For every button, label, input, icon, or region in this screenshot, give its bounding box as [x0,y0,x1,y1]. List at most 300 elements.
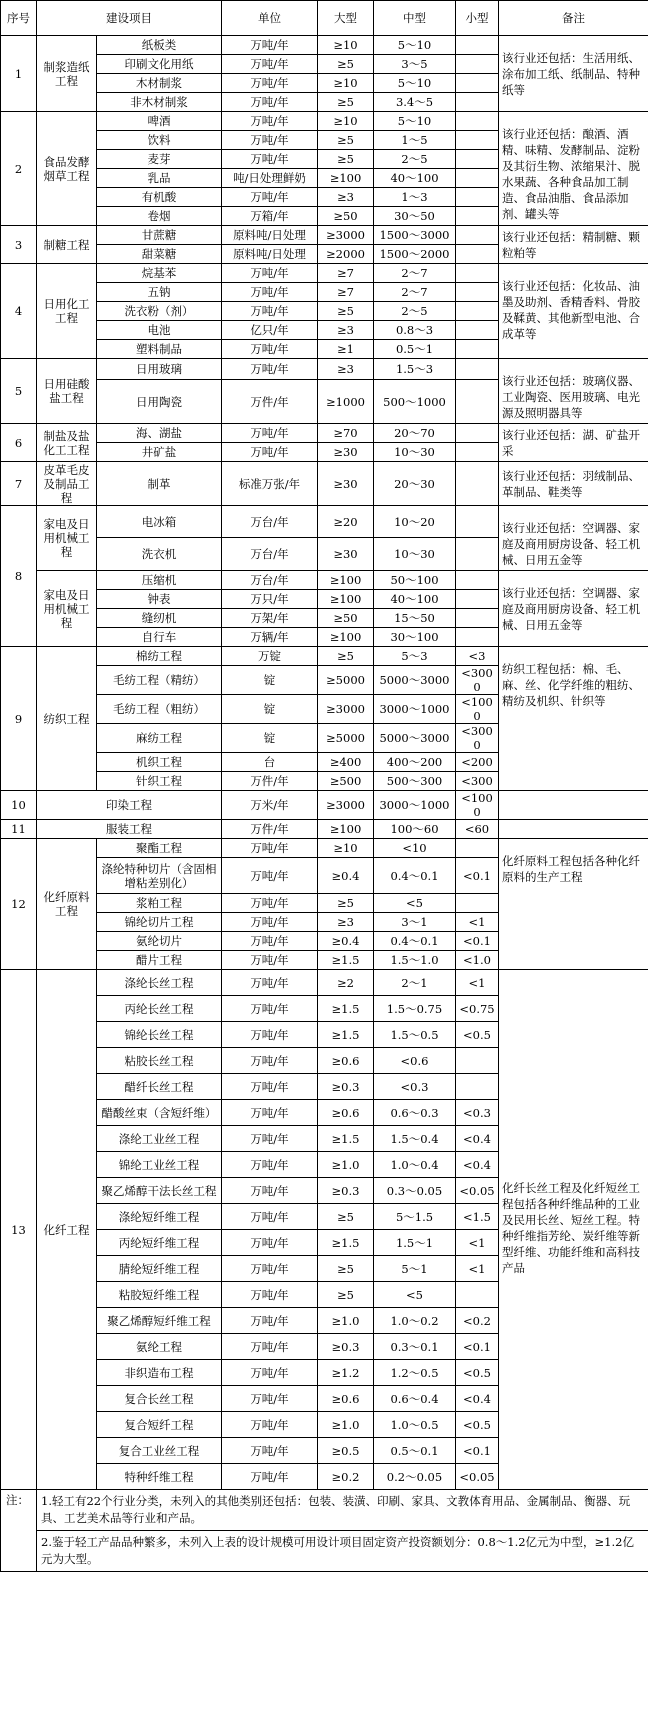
large-cell: ≥20 [318,506,374,538]
large-cell: ≥50 [318,609,374,628]
seq-cell: 9 [1,647,37,791]
unit-cell: 万吨/年 [222,1464,318,1490]
small-cell: <0.5 [456,1022,499,1048]
remark-cell: 化纤长丝工程及化纤短丝工程包括各种纤维品种的工业及民用长丝、短丝工程。特种纤维指芳纶、炭纤维等新型纤维、功能纤维和高科技产品 [499,970,648,1490]
item-name-cell: 醋酸丝束（含短纤维） [97,1100,222,1126]
remark-cell: 该行业还包括：羽绒制品、革制品、鞋类等 [499,462,648,506]
medium-cell: 5～3 [374,647,456,666]
unit-cell: 台 [222,753,318,772]
item-name-cell: 聚酯工程 [97,839,222,858]
medium-cell: 0.6～0.3 [374,1100,456,1126]
small-cell: <0.05 [456,1464,499,1490]
table-row [1,647,648,666]
medium-cell: 1.5～1 [374,1230,456,1256]
category-cell: 化纤工程 [37,970,97,1490]
header-project: 建设项目 [37,1,222,36]
remark-cell: 该行业还包括：生活用纸、涂布加工纸、纸制品、特种纸等 [499,36,648,112]
small-cell: <3 [456,647,499,666]
unit-cell: 锭 [222,695,318,724]
item-name-cell: 粘胶短纤维工程 [97,1282,222,1308]
medium-cell: 3～5 [374,55,456,74]
medium-cell: 1.5～0.4 [374,1126,456,1152]
medium-cell: 50～100 [374,571,456,590]
large-cell: ≥100 [318,590,374,609]
item-name-cell: 醋纤长丝工程 [97,1074,222,1100]
unit-cell: 吨/日处理鲜奶 [222,169,318,188]
small-cell: <1.5 [456,1204,499,1230]
unit-cell: 亿只/年 [222,321,318,340]
medium-cell: 15～50 [374,609,456,628]
unit-cell: 万吨/年 [222,839,318,858]
small-cell [456,245,499,264]
unit-cell: 原料吨/日处理 [222,226,318,245]
medium-cell: 0.3～0.05 [374,1178,456,1204]
item-name-cell: 棉纺工程 [97,647,222,666]
item-name-cell: 压缩机 [97,571,222,590]
large-cell: ≥1 [318,340,374,359]
unit-cell: 万吨/年 [222,951,318,970]
item-name-cell: 有机酸 [97,188,222,207]
item-name-cell: 涤纶长丝工程 [97,970,222,996]
item-name-cell: 缝纫机 [97,609,222,628]
large-cell: ≥1.0 [318,1152,374,1178]
header-seq: 序号 [1,1,37,36]
unit-cell: 万架/年 [222,609,318,628]
remark-cell: 该行业还包括：精制糖、颗粒粕等 [499,226,648,264]
category-cell: 家电及日用机械工程 [37,571,97,647]
table-row [1,462,648,506]
large-cell: ≥0.4 [318,858,374,894]
note-1: 1.轻工有22个行业分类，未列入的其他类别还包括：包装、装潢、印刷、家具、文教体育用品、金属制品、衡器、玩具、工艺美术品等行业和产品。 [37,1490,648,1531]
seq-cell: 6 [1,424,37,462]
unit-cell: 万吨/年 [222,302,318,321]
unit-cell: 万米/年 [222,791,318,820]
medium-cell: 5000～3000 [374,666,456,695]
small-cell [456,340,499,359]
notes-label: 注： [1,1490,37,1572]
medium-cell: 1.0～0.2 [374,1308,456,1334]
unit-cell: 万吨/年 [222,1438,318,1464]
remark-cell [499,791,648,820]
medium-cell: 1.0～0.5 [374,1412,456,1438]
unit-cell: 万件/年 [222,772,318,791]
item-name-cell: 印染工程 [37,791,222,820]
small-cell [456,443,499,462]
unit-cell: 万吨/年 [222,1100,318,1126]
remark-cell [499,820,648,839]
medium-cell: 30～100 [374,628,456,647]
small-cell: <0.1 [456,932,499,951]
seq-cell: 2 [1,112,37,226]
large-cell: ≥5 [318,647,374,666]
category-cell: 日用硅酸盐工程 [37,359,97,424]
medium-cell: 5～1.5 [374,1204,456,1230]
medium-cell: 0.4～0.1 [374,858,456,894]
medium-cell: 3.4～5 [374,93,456,112]
unit-cell: 万件/年 [222,820,318,839]
small-cell: <0.75 [456,996,499,1022]
item-name-cell: 钟表 [97,590,222,609]
small-cell: <1 [456,913,499,932]
item-name-cell: 日用玻璃 [97,359,222,380]
medium-cell: 400～200 [374,753,456,772]
small-cell [456,150,499,169]
large-cell: ≥1.5 [318,996,374,1022]
large-cell: ≥1.0 [318,1308,374,1334]
unit-cell: 万台/年 [222,571,318,590]
large-cell: ≥5 [318,1256,374,1282]
category-cell: 日用化工工程 [37,264,97,359]
item-name-cell: 洗衣机 [97,538,222,571]
unit-cell: 万吨/年 [222,1048,318,1074]
unit-cell: 万吨/年 [222,858,318,894]
medium-cell: 1.2～0.5 [374,1360,456,1386]
large-cell: ≥10 [318,112,374,131]
header-unit: 单位 [222,1,318,36]
small-cell: <0.4 [456,1386,499,1412]
item-name-cell: 饮料 [97,131,222,150]
small-cell: <3000 [456,666,499,695]
large-cell: ≥0.6 [318,1386,374,1412]
large-cell: ≥3 [318,359,374,380]
medium-cell: <5 [374,894,456,913]
remark-cell: 该行业还包括：酿酒、酒精、味精、发酵制品、淀粉及其衍生物、浓缩果汁、脱水果蔬、各种食品加工制造、食品油脂、食品添加剂、罐头等 [499,112,648,226]
item-name-cell: 服装工程 [37,820,222,839]
item-name-cell: 毛纺工程（精纺） [97,666,222,695]
item-name-cell: 锦纶切片工程 [97,913,222,932]
item-name-cell: 啤酒 [97,112,222,131]
large-cell: ≥0.5 [318,1438,374,1464]
item-name-cell: 涤纶短纤维工程 [97,1204,222,1230]
large-cell: ≥100 [318,169,374,188]
small-cell [456,188,499,207]
item-name-cell: 烷基苯 [97,264,222,283]
medium-cell: 1500～3000 [374,226,456,245]
item-name-cell: 腈纶短纤维工程 [97,1256,222,1282]
large-cell: ≥5 [318,55,374,74]
medium-cell: 10～30 [374,538,456,571]
table-row [1,424,648,443]
medium-cell: 3～1 [374,913,456,932]
medium-cell: 40～100 [374,590,456,609]
medium-cell: 0.2～0.05 [374,1464,456,1490]
item-name-cell: 非木材制浆 [97,93,222,112]
small-cell [456,264,499,283]
unit-cell: 万吨/年 [222,150,318,169]
large-cell: ≥5 [318,150,374,169]
medium-cell: 0.8～3 [374,321,456,340]
medium-cell: 10～20 [374,506,456,538]
item-name-cell: 麻纺工程 [97,724,222,753]
item-name-cell: 纸板类 [97,36,222,55]
note-row [1,1531,648,1572]
large-cell: ≥0.3 [318,1334,374,1360]
item-name-cell: 聚乙烯醇短纤维工程 [97,1308,222,1334]
table-row [1,820,648,839]
unit-cell: 万吨/年 [222,1204,318,1230]
unit-cell: 万吨/年 [222,283,318,302]
large-cell: ≥5 [318,131,374,150]
small-cell: <1 [456,1256,499,1282]
unit-cell: 万吨/年 [222,188,318,207]
medium-cell: 0.5～0.1 [374,1438,456,1464]
item-name-cell: 聚乙烯醇干法长丝工程 [97,1178,222,1204]
large-cell: ≥70 [318,424,374,443]
item-name-cell: 涤纶工业丝工程 [97,1126,222,1152]
medium-cell: <10 [374,839,456,858]
item-name-cell: 锦纶工业丝工程 [97,1152,222,1178]
unit-cell: 万吨/年 [222,1386,318,1412]
large-cell: ≥1000 [318,380,374,424]
small-cell [456,506,499,538]
item-name-cell: 五钠 [97,283,222,302]
large-cell: ≥1.2 [318,1360,374,1386]
large-cell: ≥0.4 [318,932,374,951]
large-cell: ≥30 [318,538,374,571]
item-name-cell: 粘胶长丝工程 [97,1048,222,1074]
item-name-cell: 复合长丝工程 [97,1386,222,1412]
table-row [1,264,648,283]
large-cell: ≥2 [318,970,374,996]
remark-cell: 该行业还包括：化妆品、油墨及助剂、香精香料、骨胶及鞣黄、其他新型电池、合成革等 [499,264,648,359]
remark-cell: 该行业还包括：空调器、家庭及商用厨房设备、轻工机械、日用五金等 [499,506,648,571]
small-cell [456,302,499,321]
large-cell: ≥10 [318,74,374,93]
remark-cell: 该行业还包括：玻璃仪器、工业陶瓷、医用玻璃、电光源及照明器具等 [499,359,648,424]
small-cell: <1000 [456,791,499,820]
large-cell: ≥100 [318,571,374,590]
item-name-cell: 电冰箱 [97,506,222,538]
unit-cell: 万吨/年 [222,970,318,996]
small-cell: <0.2 [456,1308,499,1334]
category-cell: 纺织工程 [37,647,97,791]
header-remark: 备注 [499,1,648,36]
seq-cell: 1 [1,36,37,112]
small-cell: <300 [456,772,499,791]
medium-cell: 0.3～0.1 [374,1334,456,1360]
small-cell: <0.5 [456,1360,499,1386]
medium-cell: 1.5～0.5 [374,1022,456,1048]
item-name-cell: 卷烟 [97,207,222,226]
large-cell: ≥0.3 [318,1178,374,1204]
unit-cell: 万件/年 [222,380,318,424]
medium-cell: 2～5 [374,150,456,169]
medium-cell: 1.5～3 [374,359,456,380]
item-name-cell: 锦纶长丝工程 [97,1022,222,1048]
header-small: 小型 [456,1,499,36]
table-row [1,839,648,858]
small-cell [456,462,499,506]
unit-cell: 万吨/年 [222,112,318,131]
small-cell: <1 [456,1230,499,1256]
large-cell: ≥5 [318,1282,374,1308]
table-row [1,970,648,996]
table-row [1,112,648,131]
item-name-cell: 毛纺工程（粗纺） [97,695,222,724]
item-name-cell: 海、湖盐 [97,424,222,443]
item-name-cell: 浆粕工程 [97,894,222,913]
table-row [1,226,648,245]
unit-cell: 万吨/年 [222,913,318,932]
item-name-cell: 塑料制品 [97,340,222,359]
large-cell: ≥5 [318,1204,374,1230]
remark-cell: 化纤原料工程包括各种化纤原料的生产工程 [499,839,648,970]
small-cell: <0.4 [456,1126,499,1152]
medium-cell: 0.5～1 [374,340,456,359]
medium-cell: 0.4～0.1 [374,932,456,951]
item-name-cell: 机织工程 [97,753,222,772]
medium-cell: 30～50 [374,207,456,226]
unit-cell: 锭 [222,724,318,753]
item-name-cell: 井矿盐 [97,443,222,462]
item-name-cell: 醋片工程 [97,951,222,970]
item-name-cell: 麦芽 [97,150,222,169]
small-cell [456,55,499,74]
medium-cell: 1～3 [374,188,456,207]
large-cell: ≥1.5 [318,951,374,970]
large-cell: ≥7 [318,264,374,283]
large-cell: ≥2000 [318,245,374,264]
seq-cell: 12 [1,839,37,970]
small-cell [456,571,499,590]
item-name-cell: 木材制浆 [97,74,222,93]
small-cell: <0.4 [456,1152,499,1178]
large-cell: ≥3 [318,188,374,207]
unit-cell: 万吨/年 [222,1334,318,1360]
large-cell: ≥400 [318,753,374,772]
unit-cell: 万吨/年 [222,264,318,283]
unit-cell: 万吨/年 [222,1022,318,1048]
header-large: 大型 [318,1,374,36]
unit-cell: 万吨/年 [222,1230,318,1256]
unit-cell: 万吨/年 [222,1152,318,1178]
large-cell: ≥3 [318,321,374,340]
small-cell [456,321,499,340]
small-cell [456,359,499,380]
medium-cell: 5～10 [374,36,456,55]
item-name-cell: 氨纶工程 [97,1334,222,1360]
item-name-cell: 丙纶长丝工程 [97,996,222,1022]
item-name-cell: 氨纶切片 [97,932,222,951]
large-cell: ≥3000 [318,791,374,820]
remark-cell: 纺织工程包括：棉、毛、麻、丝、化学纤维的粗纺、精纺及机织、针织等 [499,647,648,791]
small-cell [456,112,499,131]
large-cell: ≥3000 [318,695,374,724]
large-cell: ≥100 [318,820,374,839]
seq-cell: 11 [1,820,37,839]
category-cell: 化纤原料工程 [37,839,97,970]
large-cell: ≥5 [318,93,374,112]
seq-cell: 4 [1,264,37,359]
medium-cell: 20～70 [374,424,456,443]
seq-cell: 8 [1,506,37,647]
table-row [1,571,648,590]
medium-cell: 0.6～0.4 [374,1386,456,1412]
unit-cell: 万吨/年 [222,424,318,443]
unit-cell: 万吨/年 [222,131,318,150]
large-cell: ≥0.3 [318,1074,374,1100]
medium-cell: <0.3 [374,1074,456,1100]
medium-cell: <0.6 [374,1048,456,1074]
small-cell [456,169,499,188]
category-cell: 皮革毛皮及制品工程 [37,462,97,506]
small-cell [456,1282,499,1308]
large-cell: ≥0.6 [318,1048,374,1074]
category-cell: 制糖工程 [37,226,97,264]
small-cell [456,74,499,93]
small-cell [456,590,499,609]
small-cell [456,131,499,150]
unit-cell: 万箱/年 [222,207,318,226]
medium-cell: <5 [374,1282,456,1308]
unit-cell: 万吨/年 [222,932,318,951]
medium-cell: 1500～2000 [374,245,456,264]
small-cell [456,538,499,571]
unit-cell: 万吨/年 [222,74,318,93]
small-cell [456,93,499,112]
category-cell: 食品发酵烟草工程 [37,112,97,226]
large-cell: ≥100 [318,628,374,647]
large-cell: ≥3 [318,913,374,932]
table-row [1,506,648,538]
small-cell: <60 [456,820,499,839]
small-cell: <0.05 [456,1178,499,1204]
small-cell: <0.1 [456,858,499,894]
table-row [1,359,648,380]
small-cell: <1 [456,970,499,996]
seq-cell: 13 [1,970,37,1490]
small-cell [456,283,499,302]
table-row [1,36,648,55]
small-cell [456,628,499,647]
seq-cell: 3 [1,226,37,264]
medium-cell: 2～5 [374,302,456,321]
item-name-cell: 自行车 [97,628,222,647]
unit-cell: 原料吨/日处理 [222,245,318,264]
item-name-cell: 针织工程 [97,772,222,791]
unit-cell: 万辆/年 [222,628,318,647]
medium-cell: 3000～1000 [374,791,456,820]
unit-cell: 万吨/年 [222,1126,318,1152]
medium-cell: 40～100 [374,169,456,188]
large-cell: ≥1.0 [318,1412,374,1438]
medium-cell: 5000～3000 [374,724,456,753]
unit-cell: 万台/年 [222,506,318,538]
large-cell: ≥50 [318,207,374,226]
medium-cell: 20～30 [374,462,456,506]
remark-cell: 该行业还包括：空调器、家庭及商用厨房设备、轻工机械、日用五金等 [499,571,648,647]
medium-cell: 5～1 [374,1256,456,1282]
medium-cell: 1.5～0.75 [374,996,456,1022]
large-cell: ≥0.6 [318,1100,374,1126]
note-row [1,1490,648,1531]
unit-cell: 万吨/年 [222,996,318,1022]
medium-cell: 3000～1000 [374,695,456,724]
unit-cell: 万吨/年 [222,55,318,74]
large-cell: ≥10 [318,36,374,55]
seq-cell: 5 [1,359,37,424]
small-cell [456,36,499,55]
item-name-cell: 复合短纤工程 [97,1412,222,1438]
item-name-cell: 制革 [97,462,222,506]
unit-cell: 锭 [222,666,318,695]
small-cell [456,424,499,443]
small-cell [456,207,499,226]
medium-cell: 2～7 [374,283,456,302]
small-cell [456,1048,499,1074]
medium-cell: 100～60 [374,820,456,839]
unit-cell: 万吨/年 [222,340,318,359]
